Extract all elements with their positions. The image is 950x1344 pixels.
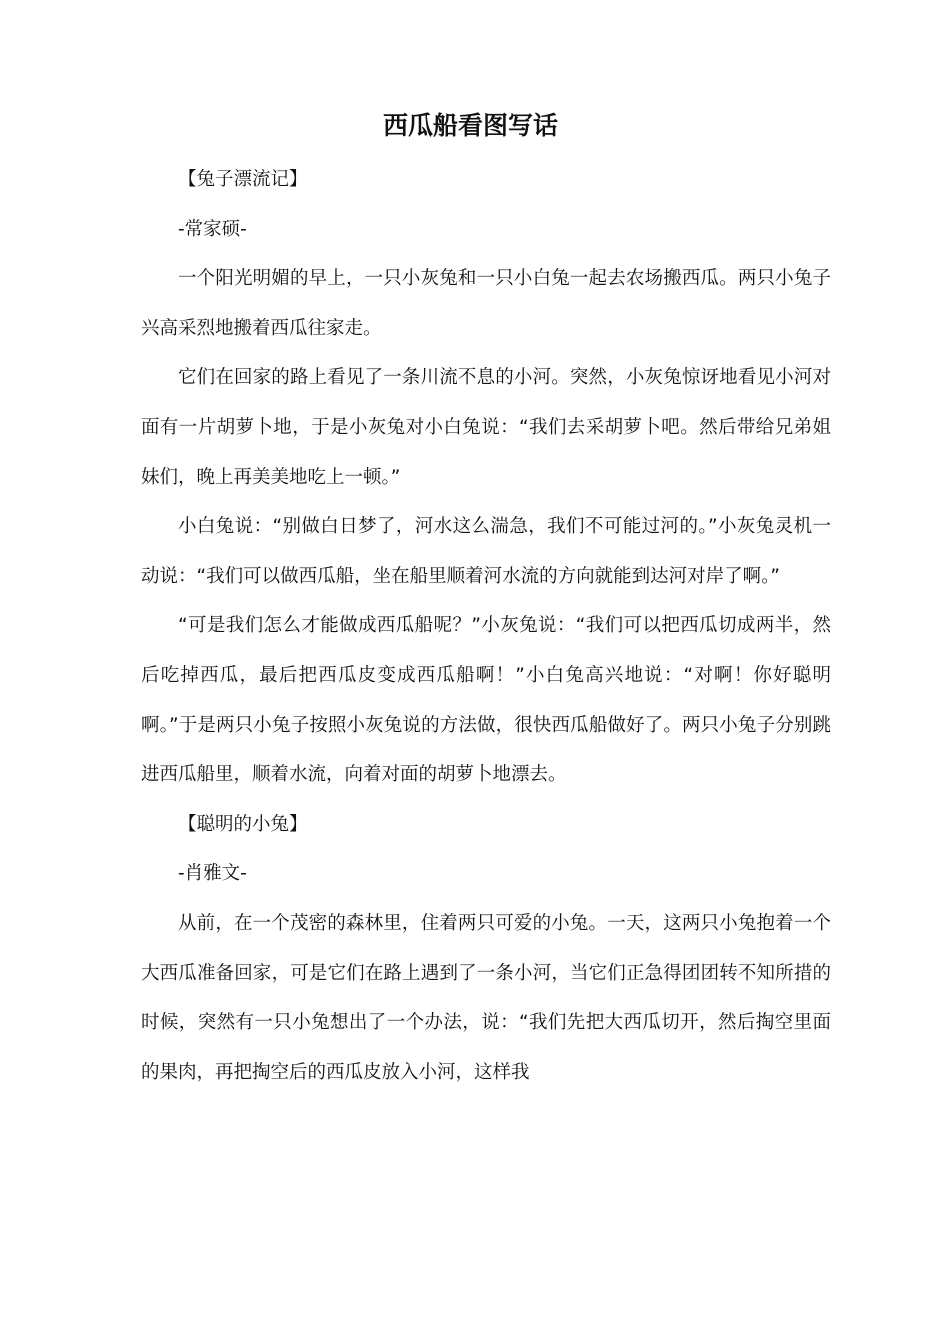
paragraph: 小白兔说：“别做白日梦了，河水这么湍急，我们不可能过河的。”小灰兔灵机一动说：“我们可以做西瓜船，坐在船里顺着河水流的方向就能到达河对岸了啊。”	[141, 516, 831, 587]
paragraph: 它们在回家的路上看见了一条川流不息的小河。突然，小灰兔惊讶地看见小河对面有一片胡萝卜地，于是小灰兔对小白兔说：“我们去采胡萝卜吧。然后带给兄弟姐妹们，晚上再美美地吃上一顿。”	[141, 367, 831, 488]
author-line: -常家硕-	[178, 218, 247, 240]
paragraph: 一个阳光明媚的早上，一只小灰兔和一只小白兔一起去农场搬西瓜。两只小兔子兴高采烈地搬着西瓜往家走。	[141, 268, 831, 339]
section-heading-clever-rabbit: 【聪明的小兔】	[178, 813, 308, 835]
author-line: -肖雅文-	[178, 863, 247, 885]
section-heading-rabbit-drift: 【兔子漂流记】	[178, 169, 308, 190]
document-title: 西瓜船看图写话	[383, 111, 559, 140]
paragraph: 从前，在一个茂密的森林里，住着两只可爱的小兔。一天，这两只小兔抱着一个大西瓜准备回家，可是它们在路上遇到了一条小河，当它们正急得团团转不知所措的时候，突然有一只小兔想出了一个办法，说：“我们先把大西瓜切开，然后掏空里面的果肉，再把掏空后的西瓜皮放入小河，这样我	[141, 912, 831, 1083]
document-body	[141, 155, 831, 1097]
paragraph: “可是我们怎么才能做成西瓜船呢？”小灰兔说：“我们可以把西瓜切成两半，然后吃掉西瓜，最后把西瓜皮变成西瓜船啊！”小白兔高兴地说：“对啊！你好聪明啊。”于是两只小兔子按照小灰兔说的方法做，很快西瓜船做好了。两只小兔子分别跳进西瓜船里，顺着水流，向着对面的胡萝卜地漂去。	[141, 615, 831, 786]
